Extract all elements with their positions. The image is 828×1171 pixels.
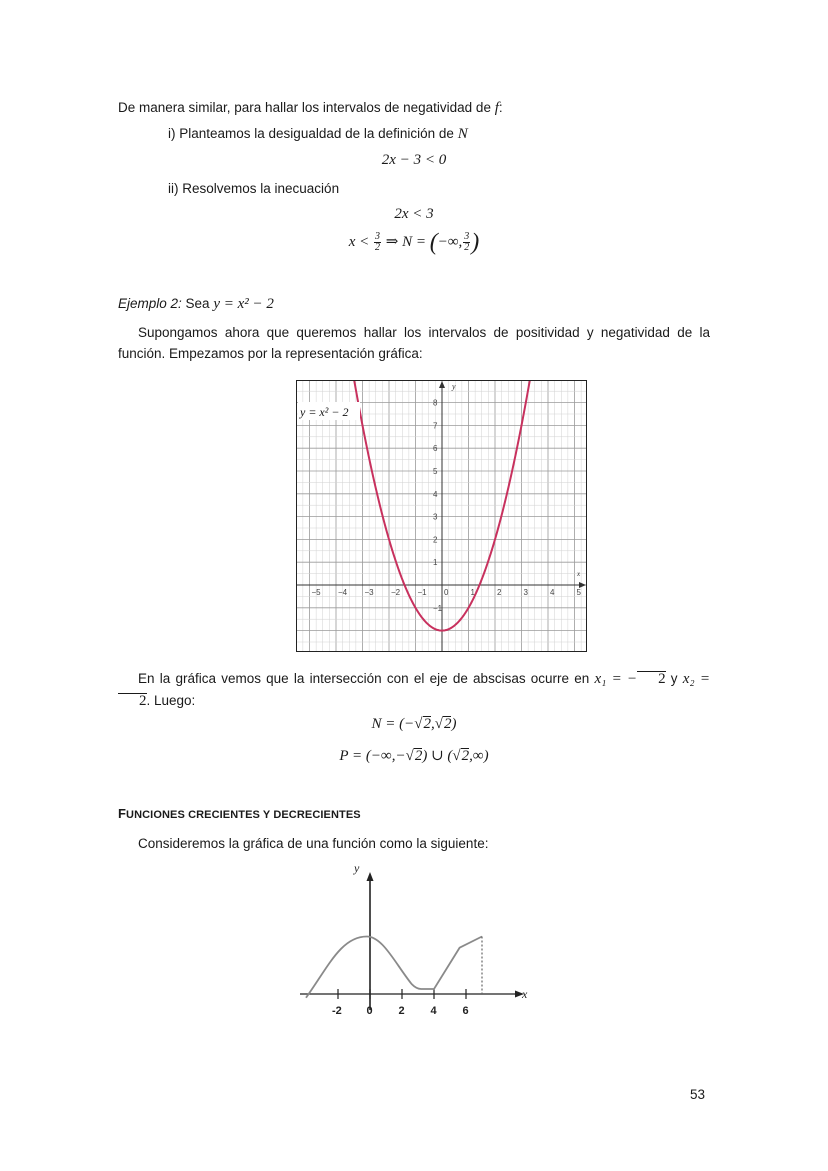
function-symbol: f [494,100,499,116]
x-tick-label: -2 [332,1005,342,1017]
paragraph-negatividad [118,100,503,117]
x-tick-label: −3 [364,588,374,597]
x-tick-label: −2 [391,588,401,597]
y-axis-label: y [354,861,360,875]
example-label: Ejemplo 2: [118,296,182,311]
x-axis-label: x [522,987,528,1001]
function-curve [306,937,482,998]
y-tick-label: 2 [433,535,438,545]
x-tick-label: 0 [444,588,449,597]
x-axis-label: x [577,570,581,578]
y-tick-label: 8 [433,398,438,408]
example-equation: y = x² − 2 [213,296,274,312]
step-one-text: i) Planteamos la desigualdad de la definición de [168,126,458,141]
fraction: $\frac{3}{2}$ [464,231,470,254]
equation-P: P = (−∞,−√2) ∪ (√2,∞) [339,748,489,764]
eq3-arrow: ⇒ N = [385,234,426,250]
paragraph-consideremos: Consideremos la gráfica de una función como la siguiente: [138,836,489,851]
page-number: 53 [690,1087,706,1102]
equation-N: N = (−√2,√2) [371,716,457,732]
step-one [168,126,468,143]
tick-labels [312,399,582,613]
y-axis-label: y [452,382,456,391]
x-tick-label: 2 [497,588,502,597]
x-tick-label: 4 [430,1005,437,1017]
fraction: $\frac{3}{2}$ [375,231,380,254]
y-axis-arrow [439,381,445,388]
y-tick-label: 5 [433,467,438,476]
x-tick-label: −1 [417,588,427,597]
y-tick-label: 4 [433,489,438,499]
section-heading: FUNCIONES CRECIENTES Y DECRECIENTES [118,806,361,821]
axes [300,872,524,1010]
example-2: Ejemplo 2: Sea y = x² − 2 [118,296,274,312]
x-tick-label: −4 [338,588,348,597]
y-tick-label: 7 [433,421,438,431]
x-tick-label: 4 [550,588,555,597]
x-tick-label: 1 [470,588,475,597]
parabola-graph [296,380,587,652]
eq3-lhs: x < [348,234,370,250]
x-tick-label: −5 [311,588,321,597]
step-two: ii) Resolvemos la inecuación [168,181,340,196]
x-tick-label: 3 [523,588,528,597]
y-tick-label: −1 [433,603,443,613]
curve-label: y = x² − 2 [300,405,349,419]
x-tick-label: 0 [366,1005,373,1017]
y-tick-label: 3 [433,512,438,522]
set-symbol: N [457,126,468,142]
x-tick-label: 6 [462,1005,469,1017]
equation-3: x < $\frac{3}{2}$ ⇒ N = (−∞, $\frac{3}{2}$ ) [348,229,480,256]
paragraph-supongamos: Supongamos ahora que queremos hallar los intervalos de positividad y negatividad de la función. Empezamos por la representación gráfica: [118,325,710,361]
colon: : [498,100,503,115]
paragraph-interseccion: En la gráfica vemos que la intersección con el eje de abscisas ocurre en x₁ = − 2 y x₂ = 2. Luego: [118,668,710,711]
y-axis-arrow [367,872,374,881]
x-tick-label: 2 [398,1005,405,1017]
paragraph-text: De manera similar, para hallar los intervalos de negatividad de [118,100,495,115]
equation-1: 2x − 3 < 0 [381,152,447,168]
y-tick-label: 1 [433,558,438,568]
equation-2: 2x < 3 [394,206,434,222]
y-tick-label: 6 [433,444,438,454]
tick-labels [332,1005,469,1017]
function-graph [296,860,536,1020]
x-tick-label: 5 [576,588,581,597]
